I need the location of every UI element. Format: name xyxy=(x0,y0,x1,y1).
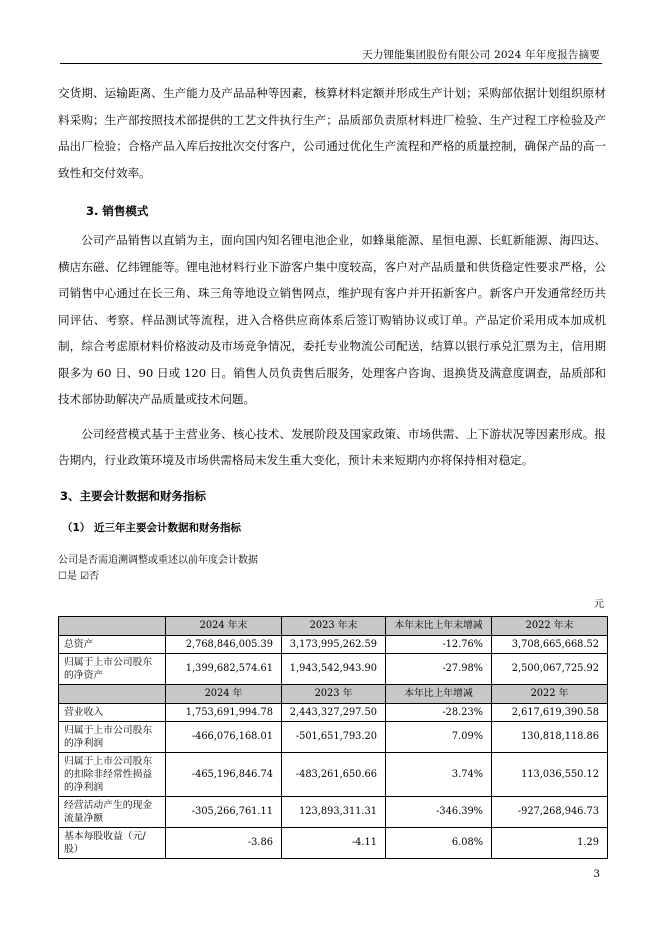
value-cell: 3,173,995,262.59 xyxy=(282,635,386,653)
value-cell: -346.39% xyxy=(386,796,492,827)
section-heading: 3、主要会计数据和财务指标 xyxy=(60,488,207,503)
value-cell: -501,651,793.20 xyxy=(282,721,386,752)
table-header-cell: 2022 年 xyxy=(492,684,608,703)
value-cell: -28.23% xyxy=(386,703,492,721)
value-cell: 1.29 xyxy=(492,827,608,858)
value-cell: 6.08% xyxy=(386,827,492,858)
value-cell: 2,617,619,390.58 xyxy=(492,703,608,721)
table-header-cell xyxy=(59,616,166,635)
row-label-cell: 归属于上市公司股东的扣除非经常性损益的净利润 xyxy=(59,752,166,796)
table-row xyxy=(59,721,608,752)
table-header-cell: 2024 年末 xyxy=(166,616,282,635)
financial-indicators-table xyxy=(58,616,608,859)
table-header-row xyxy=(59,684,608,703)
restatement-question: 公司是否需追溯调整或重述以前年度会计数据 xyxy=(58,554,258,566)
row-label-cell: 营业收入 xyxy=(59,703,166,721)
value-cell: 1,399,682,574.61 xyxy=(166,653,282,684)
row-label-cell: 归属于上市公司股东的净资产 xyxy=(59,653,166,684)
value-cell: -12.76% xyxy=(386,635,492,653)
table-row xyxy=(59,752,608,796)
header-divider xyxy=(60,63,602,64)
value-cell: -927,268,946.73 xyxy=(492,796,608,827)
value-cell: -466,076,168.01 xyxy=(166,721,282,752)
value-cell: -465,196,846.74 xyxy=(166,752,282,796)
value-cell: 7.09% xyxy=(386,721,492,752)
value-cell: 3,708,665,668.52 xyxy=(492,635,608,653)
table-header-row xyxy=(59,616,608,635)
row-label-cell: 归属于上市公司股东的净利润 xyxy=(59,721,166,752)
value-cell: 3.74% xyxy=(386,752,492,796)
table-header-cell: 2023 年 xyxy=(282,684,386,703)
table-row xyxy=(59,796,608,827)
currency-unit: 元 xyxy=(594,598,604,610)
value-cell: 123,893,311.31 xyxy=(282,796,386,827)
value-cell: -305,266,761.11 xyxy=(166,796,282,827)
value-cell: -27.98% xyxy=(386,653,492,684)
report-header-title: 天力锂能集团股份有限公司 2024 年年度报告摘要 xyxy=(362,49,600,61)
value-cell: 2,443,327,297.50 xyxy=(282,703,386,721)
row-label-cell: 总资产 xyxy=(59,635,166,653)
value-cell: 1,753,691,994.78 xyxy=(166,703,282,721)
subsection-heading: （1） 近三年主要会计数据和财务指标 xyxy=(62,521,241,534)
table-header-cell: 本年末比上年末增减 xyxy=(386,616,492,635)
paragraph-production-model: 交货期、运输距离、生产能力及产品品种等因素，核算材料定额并形成生产计划；采购部依据计划组织原材料采购；生产部按照技术部提供的工艺文件执行生产；品质部负责原材料进厂检验、生产过程工序检验及产品出厂检验；合格产品入库后按批次交付客户，公司通过优化生产流程和严格的质量控制，确保产品的高一致性和交付效率。 xyxy=(58,86,606,180)
restatement-answer: ☐是 ☑否 xyxy=(58,570,100,582)
paragraph-business-model: 公司经营模式基于主营业务、核心技术、发展阶段及国家政策、市场供需、上下游状况等因素形成。报告期内，行业政策环境及市场供需格局未发生重大变化，预计未来短期内亦将保持相对稳定。 xyxy=(58,426,606,467)
sales-model-heading: 3. 销售模式 xyxy=(86,204,149,218)
table-row xyxy=(59,635,608,653)
value-cell: -483,261,650.66 xyxy=(282,752,386,796)
value-cell: 2,768,846,005.39 xyxy=(166,635,282,653)
page-body xyxy=(58,80,606,859)
value-cell: 1,943,542,943.90 xyxy=(282,653,386,684)
row-label-cell: 基本每股收益（元/股） xyxy=(59,827,166,858)
table-header-cell: 本年比上年增减 xyxy=(386,684,492,703)
row-label-cell: 经营活动产生的现金流量净额 xyxy=(59,796,166,827)
table-row xyxy=(59,827,608,858)
page-number: 3 xyxy=(593,868,600,880)
table-header-cell: 2023 年末 xyxy=(282,616,386,635)
table-header-cell xyxy=(59,684,166,703)
value-cell: -4.11 xyxy=(282,827,386,858)
table-header-cell: 2024 年 xyxy=(166,684,282,703)
value-cell: -3.86 xyxy=(166,827,282,858)
table-row xyxy=(59,653,608,684)
table-row xyxy=(59,703,608,721)
value-cell: 113,036,550.12 xyxy=(492,752,608,796)
paragraph-sales-model: 公司产品销售以直销为主，面向国内知名锂电池企业，如蜂巢能源、星恒电源、长虹新能源、海四达、横店东磁、亿纬锂能等。锂电池材料行业下游客户集中度较高，客户对产品质量和供货稳定性要求严格，公司销售中心通过在长三角、珠三角等地设立销售网点，维护现有客户并开拓新客户。新客户开发通常经历共同评估、考察、样品测试等流程，进入合格供应商体系后签订购销协议或订单。产品定价采用成本加成机制，综合考虑原材料价格波动及市场竞争情况，委托专业物流公司配送，结算以银行承兑汇票为主，信用期限多为 60 日、90 日或 120 日。销售人员负责售后服务，处理客户咨询、退换货及满意度调查，品质部和技术部协助解决产品质量或技术问题。 xyxy=(58,233,606,406)
table-header-cell: 2022 年末 xyxy=(492,616,608,635)
value-cell: 130,818,118.86 xyxy=(492,721,608,752)
value-cell: 2,500,067,725.92 xyxy=(492,653,608,684)
